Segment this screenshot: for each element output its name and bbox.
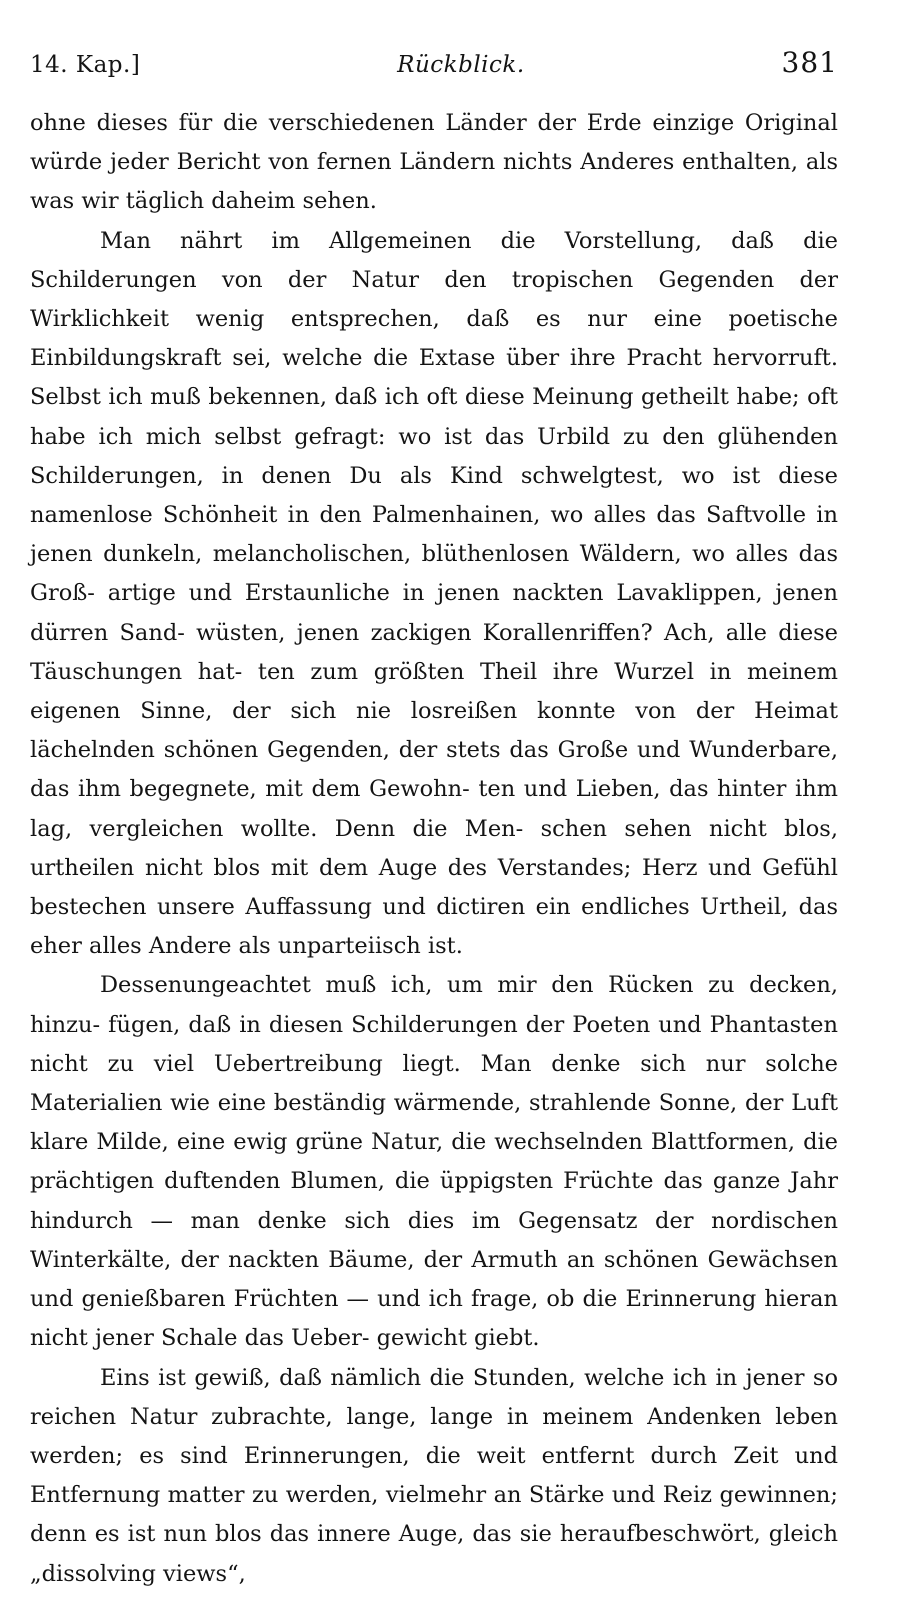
paragraph: Dessenungeachtet muß ich, um mir den Rücken zu decken, hinzu- fügen, daß in diesen Schilderungen der Poeten und Phantasten nicht zu viel Uebertreibung liegt. Man denke sich nur solche Materialien wie eine beständig wärmende, strahlende Sonne, der Luft klare Milde, eine ewig grüne Natur, die wechselnden Blattformen, die prächtigen duftenden Blumen, die üppigsten Früchte das ganze Jahr hindurch — man denke sich dies im Gegensatz der nordischen Winterkälte, der nackten Bäume, der Armuth an schönen Gewächsen und genießbaren Früchten — und ich frage, ob die Erinnerung hieran nicht jener Schale das Ueber- gewicht giebt. xyxy=(30,972,838,1352)
chapter-label: 14. Kap.] xyxy=(30,52,141,78)
paragraph: Eins ist gewiß, daß nämlich die Stunden, welche ich in jener so reichen Natur zubrachte, lange, lange in meinem Andenken leben werden; es sind Erinnerungen, die weit entfernt durch Zeit und Entfernung matter zu werden, vielmehr an Stärke und Reiz gewinnen; denn es ist nun blos das innere Auge, das sie heraufbeschwört, gleich „dissolving views“, xyxy=(30,1364,838,1587)
paragraph-continuation: ohne dieses für die verschiedenen Länder der Erde einzige Original würde jeder Bericht von fernen Ländern nichts Anderes enthalten, als was wir täglich daheim sehen. xyxy=(30,110,838,215)
body-text xyxy=(30,104,838,1594)
page-number: 381 xyxy=(781,46,838,79)
paragraph: Man nährt im Allgemeinen die Vorstellung, daß die Schilderungen von der Natur den tropischen Gegenden der Wirklichkeit wenig entsprechen, daß es nur eine poetische Einbildungskraft sei, welche die Extase über ihre Pracht hervorruft. Selbst ich muß bekennen, daß ich oft diese Meinung getheilt habe; oft habe ich mich selbst gefragt: wo ist das Urbild zu den glühenden Schilderungen, in denen Du als Kind schwelgtest, wo ist diese namenlose Schönheit in den Palmenhainen, wo alles das Saftvolle in jenen dunkeln, melancholischen, blüthenlosen Wäldern, wo alles das Groß- artige und Erstaunliche in jenen nackten Lavaklippen, jenen dürren Sand- wüsten, jenen zackigen Korallenriffen? Ach, alle diese Täuschungen hat- ten zum größten Theil ihre Wurzel in meinem eigenen Sinne, der sich nie losreißen konnte von der Heimat lächelnden schönen Gegenden, der stets das Große und Wunderbare, das ihm begegnete, mit dem Gewohn- ten und Lieben, das hinter ihm lag, vergleichen wollte. Denn die Men- schen sehen nicht blos, urtheilen nicht blos mit dem Auge des Verstandes; Herz und Gefühl bestechen unsere Auffassung und dictiren ein endliches Urtheil, das eher alles Andere als unparteiisch ist. xyxy=(30,227,838,960)
page-title: Rückblick. xyxy=(397,52,525,78)
running-head xyxy=(30,46,838,82)
